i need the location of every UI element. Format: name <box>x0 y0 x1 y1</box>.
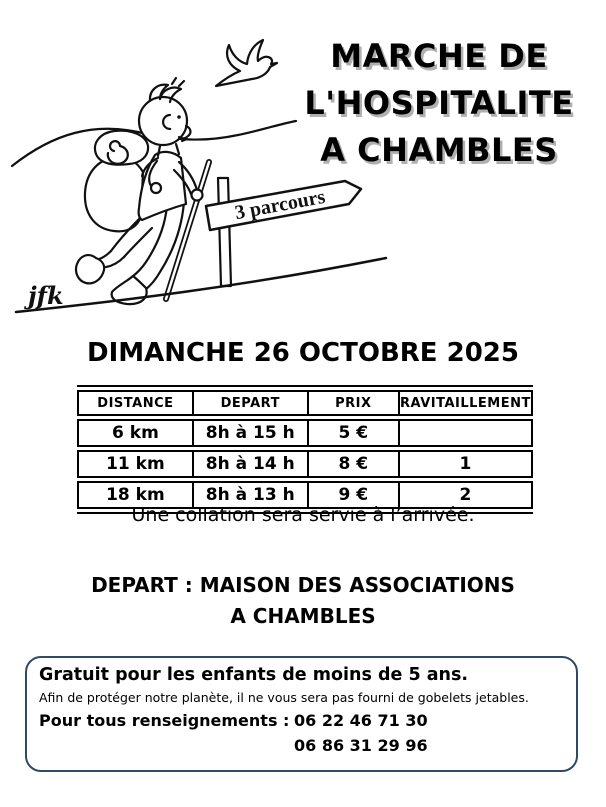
cell-ravito: 1 <box>399 450 533 478</box>
contact-label: Pour tous renseignements : <box>39 711 290 730</box>
title-line-2: L'HOSPITALITE <box>304 84 574 122</box>
collation-note: Une collation sera servie à l’arrivée. <box>131 504 475 526</box>
depart-heading <box>0 570 606 632</box>
eco-note: Afin de protéger notre planète, il ne vous sera pas fourni de gobelets jetables. <box>39 690 529 705</box>
info-box <box>25 656 578 772</box>
cell-prix: 9 € <box>308 481 399 509</box>
dove-icon <box>216 40 277 86</box>
page-title <box>278 33 600 174</box>
depart-line-2: A CHAMBLES <box>230 604 376 628</box>
cell-ravito <box>399 419 533 447</box>
cell-distance: 18 km <box>77 481 193 509</box>
phone-number-2: 06 86 31 29 96 <box>294 736 428 755</box>
hiker-figure <box>76 78 197 304</box>
contact-row <box>39 711 564 730</box>
table-row <box>77 450 533 478</box>
table-header-row <box>77 390 533 416</box>
prices-table-wrapper <box>77 385 533 514</box>
prices-table <box>77 387 533 512</box>
header-prix: PRIX <box>308 390 399 416</box>
cell-depart: 8h à 13 h <box>193 481 308 509</box>
title-line-3: A CHAMBLES <box>320 131 558 169</box>
header-distance: DISTANCE <box>77 390 193 416</box>
cell-prix: 5 € <box>308 419 399 447</box>
phone-number-1: 06 22 46 71 30 <box>294 711 428 730</box>
cell-distance: 6 km <box>77 419 193 447</box>
ground-line <box>16 258 386 312</box>
header-ravitaillement: RAVITAILLEMENT <box>399 390 533 416</box>
header-depart: DEPART <box>193 390 308 416</box>
table-row <box>77 419 533 447</box>
title-line-1: MARCHE DE <box>330 37 548 75</box>
contact-label-spacer <box>39 736 294 755</box>
signpost <box>206 178 361 286</box>
artist-signature: jfk <box>28 281 64 310</box>
cell-distance: 11 km <box>77 450 193 478</box>
sign-label: 3 parcours <box>233 185 327 225</box>
date-heading: DIMANCHE 26 OCTOBRE 2025 <box>87 338 519 368</box>
cell-depart: 8h à 14 h <box>193 450 308 478</box>
contact-row <box>39 736 564 755</box>
cell-prix: 8 € <box>308 450 399 478</box>
cell-depart: 8h à 15 h <box>193 419 308 447</box>
free-children-note: Gratuit pour les enfants de moins de 5 ans. <box>39 665 469 685</box>
depart-line-1: DEPART : MAISON DES ASSOCIATIONS <box>91 573 515 597</box>
cell-ravito: 2 <box>399 481 533 509</box>
